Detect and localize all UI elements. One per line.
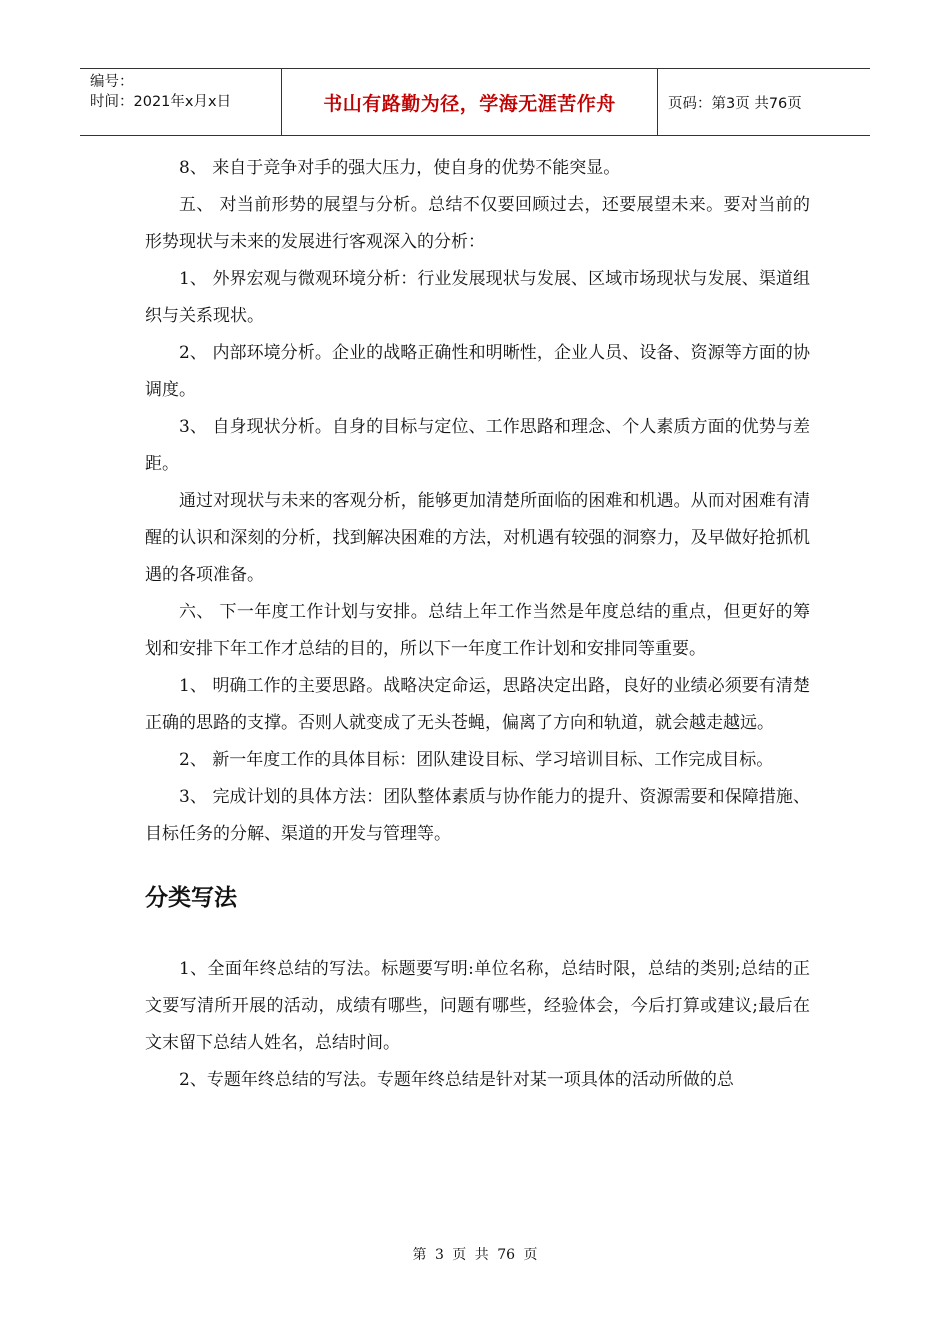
paragraph: 2、专题年终总结的写法。专题年终总结是针对某一项具体的活动所做的总: [179, 1070, 734, 1090]
paragraph: 2、 新一年度工作的具体目标：团队建设目标、学习培训目标、工作完成目标。: [179, 750, 774, 770]
header-meta: [80, 69, 282, 135]
document-header: [80, 68, 870, 136]
page-footer: 第 3 页 共 76 页: [412, 1247, 538, 1263]
paragraph: 五、 对当前形势的展望与分析。总结不仅要回顾过去，还要展望未来。要对当前的形势现状与未来的发展进行客观深入的分析：: [145, 195, 810, 252]
section-heading: 分类写法: [145, 885, 237, 911]
time-label: 时间：2021年x月x日: [90, 94, 232, 110]
header-page-info: 页码：第3页 共76页: [668, 95, 802, 112]
paragraph: 1、全面年终总结的写法。标题要写明:单位名称，总结时限，总结的类别;总结的正文要写清所开展的活动，成绩有哪些，问题有哪些，经验体会，今后打算或建议;最后在文末留下总结人姓名，总结时间。: [145, 959, 810, 1053]
paragraph: 2、 内部环境分析。企业的战略正确性和明晰性，企业人员、设备、资源等方面的协调度。: [145, 343, 810, 400]
page-content: [145, 150, 810, 1099]
paragraph: 六、 下一年度工作计划与安排。总结上年工作当然是年度总结的重点，但更好的筹划和安排下年工作才总结的目的，所以下一年度工作计划和安排同等重要。: [145, 602, 810, 659]
header-motto: 书山有路勤为径，学海无涯苦作舟: [282, 69, 658, 135]
paragraph: 1、 明确工作的主要思路。战略决定命运，思路决定出路，良好的业绩必须要有清楚正确的思路的支撑。否则人就变成了无头苍蝇，偏离了方向和轨道，就会越走越远。: [145, 676, 810, 733]
paragraph: 3、 自身现状分析。自身的目标与定位、工作思路和理念、个人素质方面的优势与差距。: [145, 417, 810, 474]
paragraph: 通过对现状与未来的客观分析，能够更加清楚所面临的困难和机遇。从而对困难有清醒的认识和深刻的分析，找到解决困难的方法，对机遇有较强的洞察力，及早做好抢抓机遇的各项准备。: [145, 491, 810, 585]
paragraph: 3、 完成计划的具体方法：团队整体素质与协作能力的提升、资源需要和保障措施、目标任务的分解、渠道的开发与管理等。: [145, 787, 810, 844]
paragraph: 8、 来自于竞争对手的强大压力，使自身的优势不能突显。: [179, 158, 621, 178]
paragraph: 1、 外界宏观与微观环境分析：行业发展现状与发展、区域市场现状与发展、渠道组织与关系现状。: [145, 269, 810, 326]
number-label: 编号：: [90, 74, 134, 90]
